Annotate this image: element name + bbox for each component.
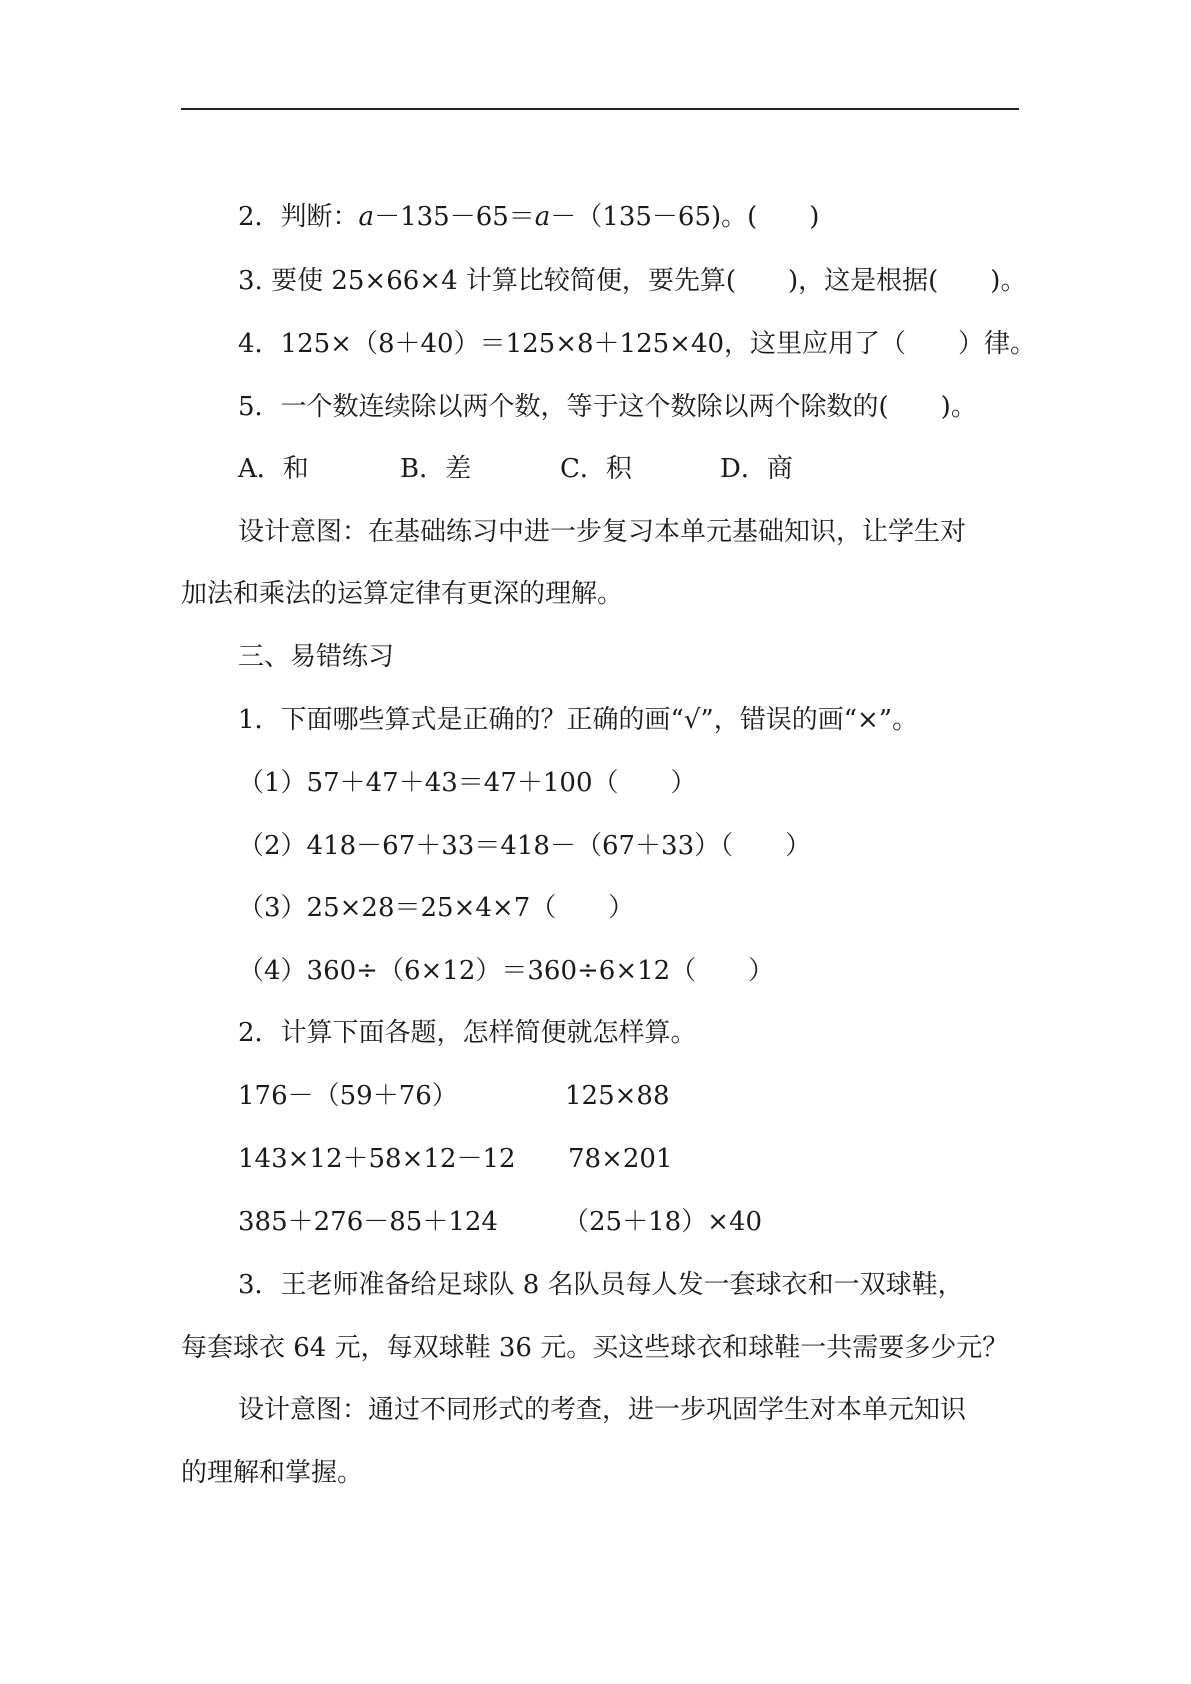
- option-d: D．商: [720, 454, 793, 484]
- question-4: 4．125×（8＋40）＝125×8＋125×40，这里应用了（ ）律。: [238, 329, 1037, 359]
- calc-row-1-left: 176－（59＋76）: [238, 1081, 458, 1111]
- s3-q1-item-3: （3）25×28＝25×4×7（ ）: [238, 893, 635, 923]
- calc-row-3-right: （25＋18）×40: [563, 1207, 763, 1237]
- option-b: B．差: [400, 454, 472, 484]
- calc-row-2-left: 143×12＋58×12－12: [238, 1144, 516, 1174]
- design-intent-1-line2: 加法和乘法的运算定律有更深的理解。: [181, 579, 624, 609]
- s3-q1-item-4: （4）360÷（6×12）＝360÷6×12（ ）: [238, 956, 775, 986]
- calc-row-1-right: 125×88: [565, 1081, 670, 1111]
- header-rule: [181, 108, 1019, 110]
- judgment-question: [238, 200, 819, 234]
- q2-var-a: a: [358, 202, 375, 232]
- q2-prefix: 2．判断：: [238, 202, 359, 232]
- option-a: A．和: [238, 454, 309, 484]
- design-intent-1-line1: 设计意图：在基础练习中进一步复习本单元基础知识，让学生对: [238, 517, 967, 547]
- q2-mid: －135－65＝: [374, 202, 535, 232]
- q2-suffix: －（135－65)。( ): [550, 202, 820, 232]
- q2-var-a-2: a: [534, 202, 551, 232]
- s3-question-2-prompt: 2．计算下面各题，怎样简便就怎样算。: [238, 1018, 697, 1048]
- s3-question-1-prompt: 1．下面哪些算式是正确的？正确的画“√”，错误的画“×”。: [238, 705, 919, 735]
- design-intent-2-line1: 设计意图：通过不同形式的考查，进一步巩固学生对本单元知识: [238, 1395, 967, 1425]
- section-heading: 三、易错练习: [238, 642, 395, 672]
- s3-q1-item-1: （1）57＋47＋43＝47＋100（ ）: [238, 768, 697, 798]
- s3-q1-item-2: （2）418－67＋33＝418－（67＋33）（ ）: [238, 831, 812, 861]
- calc-row-3-left: 385＋276－85＋124: [238, 1207, 498, 1237]
- question-3: 3. 要使 25×66×4 计算比较简便，要先算( )，这是根据( )。: [238, 266, 1027, 296]
- option-c: C．积: [560, 454, 632, 484]
- word-problem-line2: 每套球衣 64 元，每双球鞋 36 元。买这些球衣和球鞋一共需要多少元？: [181, 1333, 1009, 1363]
- question-5: 5．一个数连续除以两个数，等于这个数除以两个除数的( )。: [238, 392, 977, 422]
- word-problem-line1: 3．王老师准备给足球队 8 名队员每人发一套球衣和一双球鞋，: [238, 1270, 964, 1300]
- calc-row-2-right: 78×201: [568, 1144, 673, 1174]
- design-intent-2-line2: 的理解和掌握。: [181, 1458, 364, 1488]
